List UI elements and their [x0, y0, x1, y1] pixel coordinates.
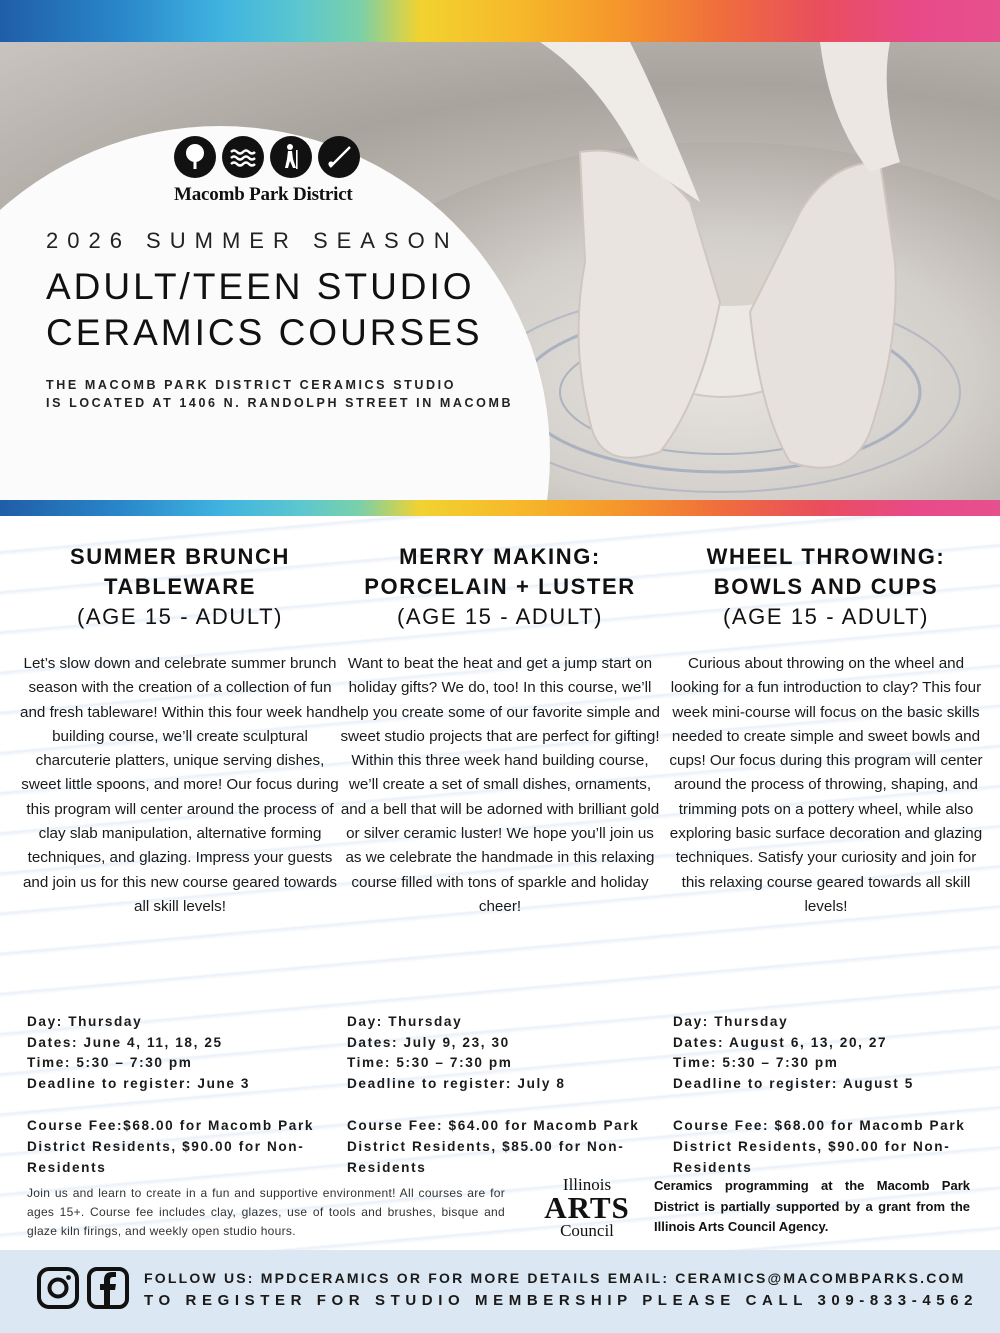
- location-line-1: THE MACOMB PARK DISTRICT CERAMICS STUDIO: [46, 378, 457, 392]
- iac-logo-arts: ARTS: [544, 1190, 630, 1225]
- course-card: [340, 542, 660, 1178]
- course-fee: Course Fee: $68.00 for Macomb Park District Residents, $90.00 for Non-Residents: [673, 1118, 966, 1175]
- course-title-line-2: TABLEWARE: [103, 574, 257, 599]
- course-fee: Course Fee:$68.00 for Macomb Park District Residents, $90.00 for Non-Residents: [27, 1118, 315, 1175]
- footer: [0, 1250, 1000, 1333]
- course-card: [666, 542, 986, 1178]
- course-fee: Course Fee: $64.00 for Macomb Park District Residents, $85.00 for Non-Residents: [347, 1118, 640, 1175]
- course-age: (AGE 15 - ADULT): [396, 604, 604, 629]
- golf-icon: [318, 136, 360, 178]
- course-title: [340, 542, 660, 602]
- course-day: Day: Thursday: [673, 1014, 789, 1029]
- course-time: Time: 5:30 – 7:30 pm: [27, 1055, 193, 1071]
- course-description: Let’s slow down and celebrate summer brunch season with the creation of a collection of fun and fresh tableware! Within this four week hand building course, we’ll create sculptural charcuterie platters, unique serving dishes, sweet little spoons, and more! Our focus during this program will center around the process of clay slab manipulation, alternative forming techniques, and glazing. Impress your guests and join us for this new course geared towards all skill levels!: [20, 655, 340, 915]
- course-title-line-1: SUMMER BRUNCH: [69, 544, 290, 569]
- rainbow-stripe-middle: [0, 500, 1000, 516]
- facebook-icon[interactable]: [86, 1266, 130, 1310]
- title-line-2: CERAMICS COURSES: [46, 312, 483, 353]
- season-heading: 2026 SUMMER SEASON: [46, 228, 459, 253]
- course-schedule: [340, 1012, 660, 1094]
- course-dates: Dates: August 6, 13, 20, 27: [673, 1034, 888, 1050]
- course-description: Want to beat the heat and get a jump start on holiday gifts? We do, too! In this course, we’ll help you create some of our favorite simple and sweet studio projects that are perfect for gifting! Within this three week hand building course, we’ll create a set of small dishes, ornaments, and a bell that will be adorned with brilliant gold or silver ceramic luster! We hope you’ll join us as we celebrate the handmade in this relaxing course filled with tons of sparkle and holiday cheer!: [340, 655, 660, 915]
- course-day: Day: Thursday: [27, 1014, 143, 1029]
- rainbow-stripe-top: [0, 0, 1000, 42]
- course-deadline: Deadline to register: June 3: [27, 1075, 251, 1091]
- course-time: Time: 5:30 – 7:30 pm: [673, 1055, 839, 1071]
- course-schedule: [666, 1012, 986, 1094]
- illinois-arts-council-logo: [535, 1176, 639, 1240]
- location-line-2: IS LOCATED AT 1406 N. RANDOLPH STREET IN MACOMB: [46, 396, 514, 410]
- course-title-line-1: WHEEL THROWING:: [706, 544, 946, 569]
- course-title: [666, 542, 986, 602]
- course-dates: Dates: July 9, 23, 30: [347, 1034, 510, 1050]
- course-dates: Dates: June 4, 11, 18, 25: [27, 1034, 223, 1050]
- waves-icon: [222, 136, 264, 178]
- course-title-line-2: PORCELAIN + LUSTER: [364, 574, 636, 599]
- course-day: Day: Thursday: [347, 1014, 463, 1029]
- course-time: Time: 5:30 – 7:30 pm: [347, 1055, 513, 1071]
- logo-name: Macomb Park District: [174, 184, 353, 205]
- iac-logo-council: Council: [560, 1221, 614, 1240]
- course-schedule: [20, 1012, 340, 1094]
- course-title: [20, 542, 340, 602]
- tree-icon: [174, 136, 216, 178]
- course-age: (AGE 15 - ADULT): [76, 604, 284, 629]
- course-deadline: Deadline to register: July 8: [347, 1075, 566, 1091]
- footer-register-text: TO REGISTER FOR STUDIO MEMBERSHIP PLEASE CALL 309-833-4562: [144, 1292, 979, 1309]
- course-deadline: Deadline to register: August 5: [673, 1075, 914, 1091]
- title-line-1: ADULT/TEEN STUDIO: [46, 266, 475, 307]
- studio-location: [46, 376, 513, 412]
- page-title: [46, 264, 483, 356]
- join-info-text: Join us and learn to create in a fun and supportive environment! All courses are for ages 15+. Course fee includes clay, glazes, use of tools and brushes, bisque and glaze kiln firings, and weekly open studio hours.: [27, 1186, 505, 1238]
- course-card: [20, 542, 340, 1178]
- course-age: (AGE 15 - ADULT): [722, 604, 930, 629]
- hiker-icon: [270, 136, 312, 178]
- footer-follow-text: FOLLOW US: MPDCERAMICS OR FOR MORE DETAILS EMAIL: CERAMICS@MACOMBPARKS.COM: [144, 1270, 966, 1286]
- course-title-line-2: BOWLS AND CUPS: [713, 574, 939, 599]
- instagram-icon[interactable]: [36, 1266, 80, 1310]
- courses-section: [0, 516, 1000, 1250]
- iac-logo-illinois: Illinois: [562, 1175, 612, 1194]
- course-title-line-1: MERRY MAKING:: [399, 544, 601, 569]
- grant-acknowledgement: Ceramics programming at the Macomb Park District is partially supported by a grant from the Illinois Arts Council Agency.: [654, 1178, 970, 1234]
- course-description: Curious about throwing on the wheel and looking for a fun introduction to clay? This four week mini-course will focus on the basic skills needed to create simple and sweet bowls and cups! Our focus during this program will center around the process of throwing, shaping, and trimming pots on a pottery wheel, while also exploring basic surface decoration and glazing techniques. Satisfy your curiosity and join for this relaxing course geared towards all skill levels!: [669, 655, 983, 915]
